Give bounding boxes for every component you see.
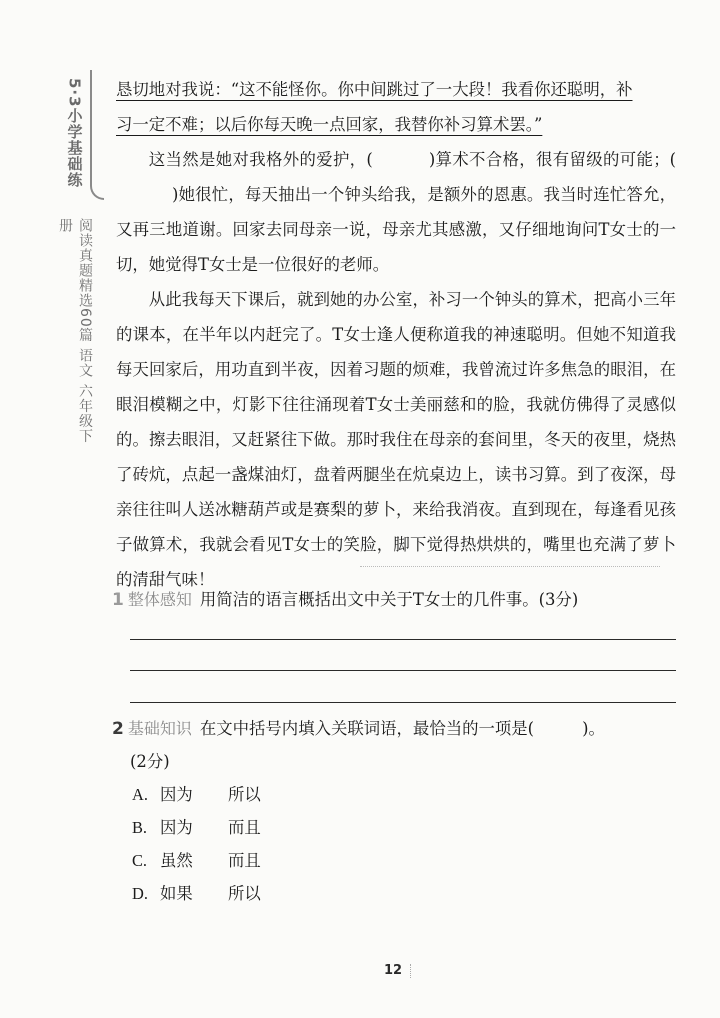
book-subtitle: 阅读真题精选60篇 语文 六年级下册 [57,218,93,444]
option-word-1: 如果 [160,884,193,903]
question-2-score: (2分) [130,752,170,771]
underlined-sentence-1: 恳切地对我说：“这不能怪你。你中间跳过了一大段！我看你还聪明，补 [116,80,633,99]
question-2 [112,712,678,778]
option-word-2: 所以 [228,785,261,804]
option-word-1: 因为 [160,818,193,837]
paragraph-2-part-2: )算术不合格，很有留级的可能；( [428,150,676,169]
section-divider [360,566,660,567]
option-letter: D. [132,884,148,903]
bracket-decoration [90,70,104,200]
option-word-1: 因为 [160,785,193,804]
paragraph-2-part-1: 这当然是她对我格外的爱护，( [148,150,373,169]
option-word-2: 而且 [228,851,261,870]
page-number: 12 [384,963,403,978]
question-2-text-after: )。 [582,719,605,738]
option-word-2: 而且 [228,818,261,837]
question-1-text: 用简洁的语言概括出文中关于T女士的几件事。(3分) [199,590,579,609]
question-1-number: 1 [112,590,124,610]
passage-line-1 [116,72,676,107]
question-2-text-before: 在文中括号内填入关联词语，最恰当的一项是( [199,719,535,738]
passage-line-2 [116,107,676,142]
question-1-tag: 整体感知 [127,590,192,609]
book-brand: 5·3小学基础练 [65,78,84,188]
reading-passage [116,72,676,597]
question-2-options [132,778,261,910]
option-c[interactable] [132,844,261,877]
answer-line-2[interactable] [130,670,676,671]
option-a[interactable] [132,778,261,811]
answer-line-3[interactable] [130,702,676,703]
option-word-2: 所以 [228,884,261,903]
page-edge-marker [410,964,414,978]
option-letter: B. [132,818,148,837]
option-d[interactable] [132,877,261,910]
option-letter: A. [132,785,148,804]
question-2-number: 2 [112,719,124,739]
passage-paragraph-3: 从此我每天下课后，就到她的办公室，补习一个钟头的算术，把高小三年的课本，在半年以内赶完了。T女士逢人便称道我的神速聪明。但她不知道我每天回家后，用功直到半夜，因着习题的烦难，我曾流过许多焦急的眼泪，在眼泪模糊之中，灯影下往往涌现着T女士美丽慈和的脸，我就仿佛得了灵感似的。擦去眼泪，又赶紧往下做。那时我住在母亲的套间里，冬天的夜里，烧热了砖炕，点起一盏煤油灯，盘着两腿坐在炕桌边上，读书习算。到了夜深，母亲往往叫人送冰糖葫芦或是赛梨的萝卜，来给我消夜。直到现在，每逢看见孩子做算术，我就会看见T女士的笑脸，脚下觉得热烘烘的，嘴里也充满了萝卜的清甜气味！ [116,290,676,589]
underlined-sentence-2: 习一定不难；以后你每天晚一点回家，我替你补习算术罢。” [116,115,543,134]
passage-paragraph-2 [116,142,676,282]
paragraph-2-part-3: )她很忙，每天抽出一个钟头给我，是额外的恩惠。我当时连忙答允，又再三地道谢。回家去同母亲一说，母亲尤其感激，又仔细地询问T女士的一切，她觉得T女士是一位很好的老师。 [116,185,676,274]
question-1 [112,586,678,610]
question-2-tag: 基础知识 [127,719,192,738]
answer-line-1[interactable] [130,639,676,640]
option-b[interactable] [132,811,261,844]
option-letter: C. [132,851,148,870]
option-word-1: 虽然 [160,851,193,870]
